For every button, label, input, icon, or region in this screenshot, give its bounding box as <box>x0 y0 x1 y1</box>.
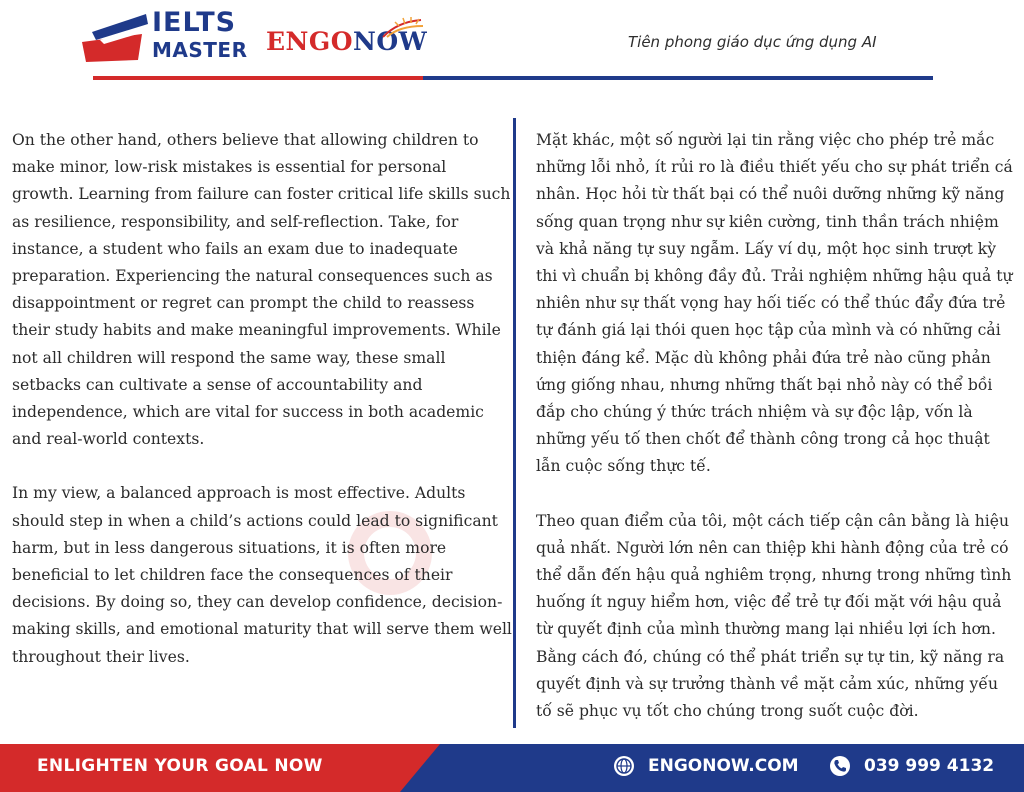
page-header <box>0 0 1024 90</box>
vietnamese-paragraph-1: Mặt khác, một số người lại tin rằng việc cho phép trẻ mắc những lỗi nhỏ, ít rủi ro là điều thiết yếu cho sự phát triển cá nhân. Học hỏi từ thất bại có thể nuôi dưỡng những kỹ năng sống quan trọng như sự kiên cường, tinh thần trách nhiệm và khả năng tự suy ngẫm. Lấy ví dụ, một học sinh trượt kỳ thi vì chuẩn bị không đầy đủ. Trải nghiệm những hậu quả tự nhiên như sự thất vọng hay hối tiếc có thể thúc đẩy đứa trẻ tự đánh giá lại thói quen học tập của mình và có những cải thiện đáng kể. Mặc dù không phải đứa trẻ nào cũng phản ứng giống nhau, nhưng những thất bại nhỏ này có thể bồi đắp cho chúng ý thức trách nhiệm và sự độc lập, vốn là những yếu tố then chốt để thành công trong cả học thuật lẫn cuộc sống thực tế. <box>536 131 1013 476</box>
english-column <box>12 127 512 698</box>
phone-icon <box>829 755 851 777</box>
english-paragraph-1: On the other hand, others believe that allowing children to make minor, low-risk mistakes is essential for personal growth. Learning from failure can foster critical life skills such as resilience, responsibility, and self-reflection. Take, for instance, a student who fails an exam due to inadequate preparation. Experiencing the natural consequences such as disappointment or regret can prompt the child to reassess their study habits and make meaningful improvements. While not all children will respond the same way, these small setbacks can cultivate a sense of accountability and independence, which are vital for success in both academic and real-world contexts. <box>12 131 511 449</box>
logo-master-text: MASTER <box>152 38 248 62</box>
globe-icon <box>613 755 635 777</box>
column-divider <box>513 118 516 728</box>
footer-website-link[interactable]: ENGONOW.COM <box>648 756 799 776</box>
footer-phone-link[interactable]: 039 999 4132 <box>864 756 995 776</box>
vietnamese-column <box>536 127 1016 752</box>
page-footer <box>0 744 1024 792</box>
brand-eng-text: ENGO <box>266 27 354 56</box>
header-rule <box>93 76 933 80</box>
english-paragraph-2: In my view, a balanced approach is most effective. Adults should step in when a child’s actions could lead to significant harm, but in less dangerous situations, it is often more beneficial to let children face the consequences of their decisions. By doing so, they can develop confidence, decision-making skills, and emotional maturity that will serve them well throughout their lives. <box>12 484 512 666</box>
footer-slogan: ENLIGHTEN YOUR GOAL NOW <box>37 756 323 776</box>
logo-ielts-text: IELTS <box>152 7 237 38</box>
tagline: Tiên phong giáo dục ứng dụng AI <box>628 33 877 51</box>
sunrise-icon <box>377 16 427 38</box>
vietnamese-paragraph-2: Theo quan điểm của tôi, một cách tiếp cận cân bằng là hiệu quả nhất. Người lớn nên can thiệp khi hành động của trẻ có thể dẫn đến hậu quả nghiêm trọng, nhưng trong những tình huống ít nguy hiểm hơn, việc để trẻ tự đối mặt với hậu quả từ quyết định của mình thường mang lại nhiều lợi ích hơn. Bằng cách đó, chúng có thể phát triển sự tự tin, kỹ năng ra quyết định và sự trưởng thành về mặt cảm xúc, những yếu tố sẽ phục vụ tốt cho chúng trong suốt cuộc đời. <box>536 511 1012 721</box>
brand-now-text: NOW <box>353 27 428 56</box>
